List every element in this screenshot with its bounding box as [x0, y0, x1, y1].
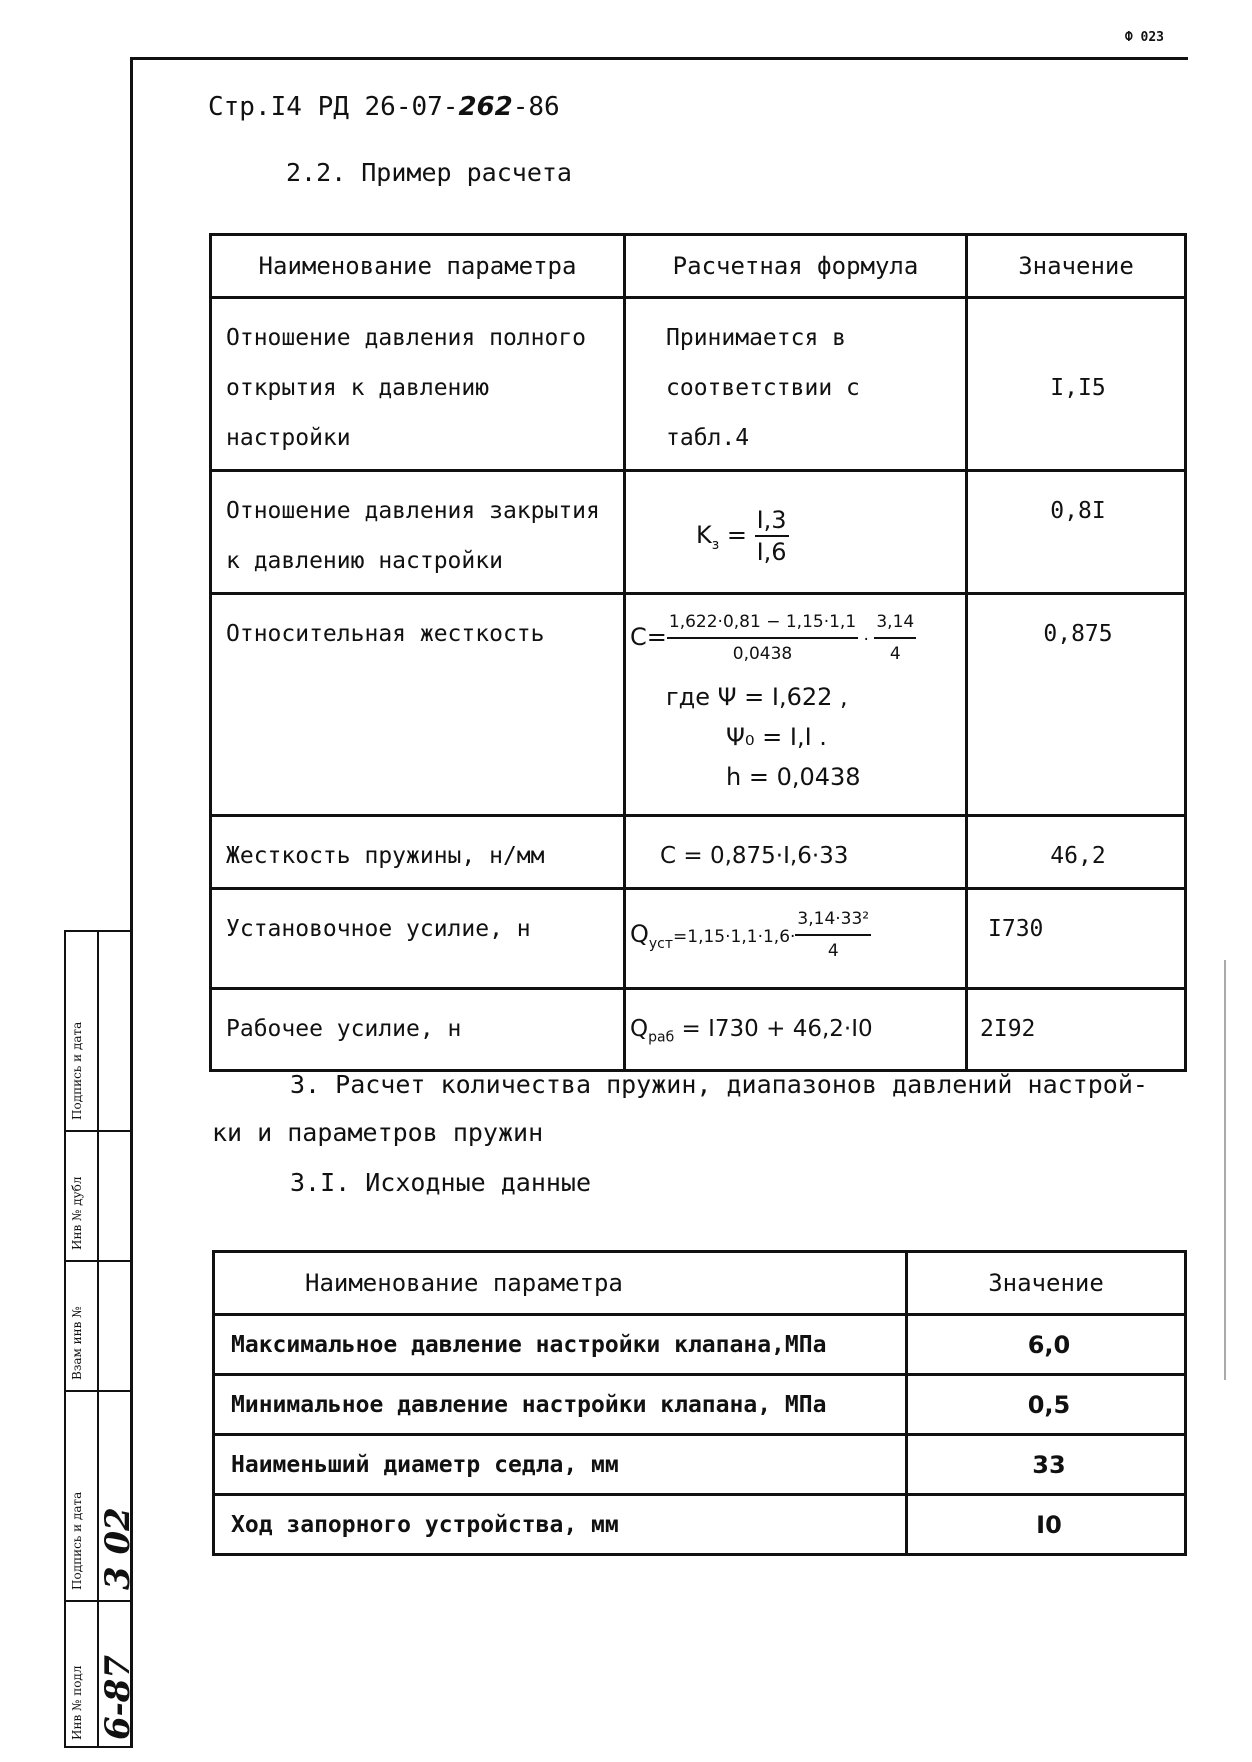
section-3-1-title: 3.I. Исходные данные [290, 1168, 592, 1197]
signature-date: 3 02 [98, 1507, 138, 1590]
param-cell: Наименьший диаметр седла, мм [214, 1435, 907, 1495]
column-header: Наименование параметра [214, 1252, 907, 1315]
table-row [211, 889, 1186, 989]
signature-inventory: 6-87 [98, 1654, 138, 1740]
section-2-2-title: 2.2. Пример расчета [286, 158, 572, 187]
formula-where: где Ψ = I,622 , [666, 683, 848, 711]
value-cell: 6,0 [907, 1315, 1186, 1375]
fraction: $\frac{\text{3,14·33²}}{4}$ [795, 904, 871, 966]
value-cell: I0 [907, 1495, 1186, 1555]
value-cell: 0,8I [967, 471, 1186, 594]
stamp-label: Подпись и дата [70, 1491, 84, 1590]
formula-cell [625, 889, 967, 989]
section-3-line-1: 3. Расчет количества пружин, диапазонов давлений настрой- [290, 1070, 1148, 1099]
param-cell: Установочное усилие, н [211, 889, 625, 989]
frame-right-line [1224, 960, 1226, 1380]
column-header: Значение [967, 235, 1186, 298]
formula-cell: C = 0,875·I,6·33 [625, 816, 967, 889]
column-header: Наименование параметра [211, 235, 625, 298]
formula-qust: $Q_{уст}=1,15\cdot 1,1\cdot 1,6\cdot$ $\frac{\text{3,14·33²}}{4}$ [630, 920, 871, 948]
param-cell: Минимальное давление настройки клапана, МПа [214, 1375, 907, 1435]
page-prefix: Стр.I4 РД 26-07- [208, 92, 459, 122]
formula-cell: Принимается в соответствии с табл.4 [625, 298, 967, 471]
table-row [214, 1375, 1186, 1435]
value-cell: 2I92 [967, 989, 1186, 1071]
table-row [214, 1315, 1186, 1375]
formula-cell: $Q_{раб} = I730 + 46,2\cdot I0$ [625, 989, 967, 1071]
formula-c: C= $\frac{1,622\cdot 0,81 - 1,15\cdot 1,1}{0,0438}$ · $\frac{3,14}{4}$ [630, 607, 955, 669]
stamp-label: Подпись и дата [70, 1021, 84, 1120]
param-cell: Жесткость пружины, н/мм [211, 816, 625, 889]
frame-top-line [130, 57, 1188, 60]
corner-mark: Ф 023 [1124, 30, 1164, 45]
doc-suffix: -86 [512, 92, 560, 122]
stamp-label: Инв № дубл [70, 1176, 84, 1250]
table-header-row [214, 1252, 1186, 1315]
document-stamp-strip [64, 930, 138, 1748]
value-cell: I,I5 [967, 298, 1186, 471]
formula-h: h = 0,0438 [726, 763, 861, 791]
table-row [211, 989, 1186, 1071]
param-cell: Относительная жесткость [211, 594, 625, 816]
value-cell: 0,5 [907, 1375, 1186, 1435]
value-cell: 46,2 [967, 816, 1186, 889]
table-row [214, 1495, 1186, 1555]
fraction: $\frac{I,3}{I,6}$ [756, 506, 787, 566]
table-row [211, 816, 1186, 889]
param-cell: Отношение давления полного открытия к давлению настройки [211, 298, 625, 471]
stamp-label: Инв № подл [70, 1665, 84, 1740]
formula-cell [625, 471, 967, 594]
formula-kz: $K_з$ = $\frac{I,3}{I,6}$ [696, 506, 787, 566]
table-header-row [211, 235, 1186, 298]
formula-cell [625, 594, 967, 816]
formula-psi0: Ψ₀ = I,I . [726, 723, 827, 751]
table-row [211, 471, 1186, 594]
param-cell: Рабочее усилие, н [211, 989, 625, 1071]
fraction: $\frac{3,14}{4}$ [874, 607, 916, 669]
stamp-label: Взам инв № [70, 1306, 84, 1380]
input-data-table [212, 1250, 1187, 1556]
calculation-table [209, 233, 1187, 1072]
value-cell: 0,875 [967, 594, 1186, 816]
fraction: $\frac{1,622\cdot 0,81 - 1,15\cdot 1,1}{0,0438}$ [667, 607, 858, 669]
param-cell: Ход запорного устройства, мм [214, 1495, 907, 1555]
column-header: Расчетная формула [625, 235, 967, 298]
section-3-line-2: ки и параметров пружин [212, 1118, 544, 1147]
table-row [211, 594, 1186, 816]
value-cell: I730 [967, 889, 1186, 989]
value-cell: 33 [907, 1435, 1186, 1495]
page-reference [208, 92, 560, 122]
param-cell: Отношение давления закрытия к давлению настройки [211, 471, 625, 594]
doc-number: 262 [458, 92, 513, 122]
param-cell: Максимальное давление настройки клапана,МПа [214, 1315, 907, 1375]
table-row [214, 1435, 1186, 1495]
table-row [211, 298, 1186, 471]
column-header: Значение [907, 1252, 1186, 1315]
